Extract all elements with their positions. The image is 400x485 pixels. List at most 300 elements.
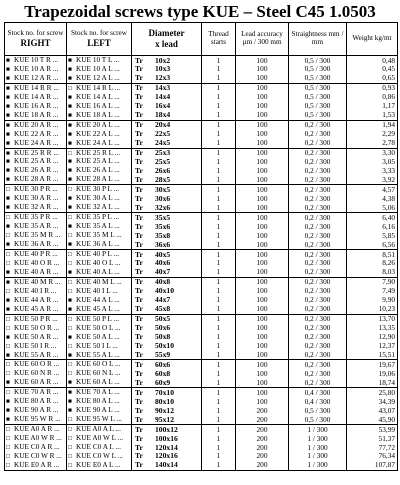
stock-left-cell: □ KUE 40 M L ... bbox=[67, 277, 132, 286]
stock-right-cell: ■ KUE 55 A R ... bbox=[5, 351, 67, 360]
table-row bbox=[5, 185, 398, 194]
stock-right-cell: □ KUE 40 I R ... bbox=[5, 287, 67, 296]
weight-cell: 3,92 bbox=[347, 175, 398, 184]
thread-starts-cell: 1 bbox=[202, 148, 236, 157]
stock-left-cell: □ KUE 50 P L ... bbox=[67, 314, 132, 323]
lead-accuracy-cell: 100 bbox=[236, 213, 289, 222]
stock-left-cell: ■ KUE 60 A L ... bbox=[67, 378, 132, 387]
diameter-cell: Tr 14x3 bbox=[132, 83, 202, 92]
table-row bbox=[5, 259, 398, 268]
stock-marker-icon: ■ bbox=[68, 111, 72, 119]
stock-left-cell: ■ KUE 26 A L ... bbox=[67, 166, 132, 175]
straightness-cell: 0,2 / 300 bbox=[289, 157, 347, 166]
table-row bbox=[5, 166, 398, 175]
diameter-cell: Tr 100x12 bbox=[132, 425, 202, 434]
stock-left-cell: □ KUE 35 M L ... bbox=[67, 231, 132, 240]
diameter-cell: Tr 24x5 bbox=[132, 139, 202, 148]
thread-starts-cell: 1 bbox=[202, 406, 236, 415]
thread-starts-cell: 1 bbox=[202, 231, 236, 240]
diameter-cell: Tr 40x6 bbox=[132, 259, 202, 268]
table-row bbox=[5, 250, 398, 259]
stock-marker-icon: □ bbox=[6, 315, 10, 323]
stock-marker-icon: ■ bbox=[6, 416, 10, 424]
table-row bbox=[5, 74, 398, 83]
stock-right-cell: □ KUE 40 P R ... bbox=[5, 250, 67, 259]
diameter-cell: Tr 120x14 bbox=[132, 443, 202, 452]
stock-marker-icon: □ bbox=[68, 315, 72, 323]
stock-left-cell: □ KUE 25 R L ... bbox=[67, 148, 132, 157]
table-row bbox=[5, 194, 398, 203]
stock-right-cell: ■ KUE 10 T R ... bbox=[5, 56, 67, 65]
table-row bbox=[5, 120, 398, 129]
stock-marker-icon: □ bbox=[68, 435, 72, 443]
stock-marker-icon: □ bbox=[68, 278, 72, 286]
straightness-cell: 0,5 / 300 bbox=[289, 74, 347, 83]
stock-marker-icon: ■ bbox=[6, 204, 10, 212]
straightness-cell: 0,2 / 300 bbox=[289, 222, 347, 231]
lead-accuracy-cell: 100 bbox=[236, 287, 289, 296]
stock-marker-icon: ■ bbox=[68, 407, 72, 415]
thread-starts-cell: 1 bbox=[202, 240, 236, 249]
table-row bbox=[5, 406, 398, 415]
lead-accuracy-cell: 100 bbox=[236, 222, 289, 231]
diameter-cell: Tr 26x6 bbox=[132, 166, 202, 175]
thread-starts-cell: 1 bbox=[202, 130, 236, 139]
diameter-cell: Tr 35x5 bbox=[132, 213, 202, 222]
weight-cell: 0,45 bbox=[347, 65, 398, 74]
lead-accuracy-cell: 100 bbox=[236, 296, 289, 305]
weight-cell: 6,56 bbox=[347, 240, 398, 249]
straightness-cell: 0,4 / 300 bbox=[289, 388, 347, 397]
stock-left-cell: ■ KUE 10 T L ... bbox=[67, 56, 132, 65]
stock-left-cell: ■ KUE 20 A L ... bbox=[67, 120, 132, 129]
diameter-cell: Tr 40x7 bbox=[132, 268, 202, 277]
stock-right-cell: ■ KUE 45 A R ... bbox=[5, 305, 67, 314]
stock-marker-icon: ■ bbox=[6, 167, 10, 175]
lead-accuracy-cell: 100 bbox=[236, 277, 289, 286]
stock-left-cell: ■ KUE 28 A L ... bbox=[67, 175, 132, 184]
straightness-cell: 0,2 / 300 bbox=[289, 130, 347, 139]
straightness-cell: 0,2 / 300 bbox=[289, 277, 347, 286]
stock-right-cell: ■ KUE 20 A R ... bbox=[5, 120, 67, 129]
diameter-cell: Tr 32x6 bbox=[132, 203, 202, 212]
thread-starts-cell: 1 bbox=[202, 93, 236, 102]
diameter-cell: Tr 70x10 bbox=[132, 388, 202, 397]
table-row bbox=[5, 314, 398, 323]
lead-accuracy-cell: 100 bbox=[236, 185, 289, 194]
straightness-cell: 0,4 / 300 bbox=[289, 397, 347, 406]
weight-cell: 51,37 bbox=[347, 434, 398, 443]
lead-accuracy-cell: 100 bbox=[236, 203, 289, 212]
stock-marker-icon: □ bbox=[68, 259, 72, 267]
stock-marker-icon: □ bbox=[6, 452, 10, 460]
table-row bbox=[5, 102, 398, 111]
straightness-cell: 0,2 / 300 bbox=[289, 250, 347, 259]
weight-cell: 6,40 bbox=[347, 213, 398, 222]
diameter-cell: Tr 35x6 bbox=[132, 222, 202, 231]
stock-marker-icon: □ bbox=[6, 214, 10, 222]
lead-accuracy-cell: 100 bbox=[236, 388, 289, 397]
straightness-cell: 0,2 / 300 bbox=[289, 175, 347, 184]
table-row bbox=[5, 268, 398, 277]
table-row bbox=[5, 369, 398, 378]
table-row bbox=[5, 83, 398, 92]
diameter-cell: Tr 10x3 bbox=[132, 65, 202, 74]
stock-right-cell: ■ KUE 25 A R ... bbox=[5, 157, 67, 166]
weight-cell: 3,30 bbox=[347, 148, 398, 157]
header-diameter: Diameter x lead bbox=[132, 23, 202, 56]
lead-accuracy-cell: 200 bbox=[236, 406, 289, 415]
stock-right-cell: ■ KUE 40 M R ... bbox=[5, 277, 67, 286]
stock-right-cell: ■ KUE 14 R R ... bbox=[5, 83, 67, 92]
stock-marker-icon: ■ bbox=[6, 176, 10, 184]
straightness-cell: 1 / 300 bbox=[289, 425, 347, 434]
stock-marker-icon: □ bbox=[68, 324, 72, 332]
table-row bbox=[5, 277, 398, 286]
stock-marker-icon: □ bbox=[68, 370, 72, 378]
diameter-cell: Tr 55x9 bbox=[132, 351, 202, 360]
lead-accuracy-cell: 100 bbox=[236, 83, 289, 92]
diameter-cell: Tr 35x8 bbox=[132, 231, 202, 240]
lead-accuracy-cell: 100 bbox=[236, 369, 289, 378]
stock-marker-icon: □ bbox=[6, 342, 10, 350]
straightness-cell: 0,2 / 300 bbox=[289, 120, 347, 129]
stock-marker-icon: □ bbox=[6, 324, 10, 332]
stock-marker-icon: ■ bbox=[6, 278, 10, 286]
stock-marker-icon: ■ bbox=[68, 65, 72, 73]
diameter-cell: Tr 28x5 bbox=[132, 175, 202, 184]
stock-marker-icon: ■ bbox=[68, 296, 72, 304]
stock-right-cell: ■ KUE 16 A R ... bbox=[5, 102, 67, 111]
table-row bbox=[5, 231, 398, 240]
thread-starts-cell: 1 bbox=[202, 175, 236, 184]
stock-left-cell: □ KUE 50 O L ... bbox=[67, 324, 132, 333]
lead-accuracy-cell: 100 bbox=[236, 139, 289, 148]
thread-starts-cell: 1 bbox=[202, 324, 236, 333]
straightness-cell: 0,5 / 300 bbox=[289, 102, 347, 111]
weight-cell: 4,38 bbox=[347, 194, 398, 203]
stock-right-cell: □ KUE A0 W R ... bbox=[5, 434, 67, 443]
diameter-cell: Tr 50x6 bbox=[132, 324, 202, 333]
lead-accuracy-cell: 100 bbox=[236, 111, 289, 120]
table-row bbox=[5, 378, 398, 387]
diameter-cell: Tr 20x4 bbox=[132, 120, 202, 129]
diameter-cell: Tr 18x4 bbox=[132, 111, 202, 120]
diameter-cell: Tr 22x5 bbox=[132, 130, 202, 139]
lead-accuracy-cell: 200 bbox=[236, 415, 289, 424]
stock-left-cell: □ KUE 40 I L ... bbox=[67, 287, 132, 296]
stock-marker-icon: ■ bbox=[6, 84, 10, 92]
thread-starts-cell: 1 bbox=[202, 287, 236, 296]
stock-right-cell: ■ KUE 35 A R ... bbox=[5, 222, 67, 231]
table-row bbox=[5, 360, 398, 369]
stock-marker-icon: □ bbox=[68, 416, 72, 424]
straightness-cell: 0,2 / 300 bbox=[289, 360, 347, 369]
stock-marker-icon: ■ bbox=[6, 398, 10, 406]
straightness-cell: 1 / 300 bbox=[289, 434, 347, 443]
stock-marker-icon: ■ bbox=[68, 93, 72, 101]
stock-left-cell: ■ KUE 12 A L ... bbox=[67, 74, 132, 83]
weight-cell: 19,06 bbox=[347, 369, 398, 378]
stock-marker-icon: ■ bbox=[6, 111, 10, 119]
stock-marker-icon: ■ bbox=[6, 121, 10, 129]
lead-accuracy-cell: 200 bbox=[236, 434, 289, 443]
straightness-cell: 0,2 / 300 bbox=[289, 194, 347, 203]
diameter-cell: Tr 50x10 bbox=[132, 342, 202, 351]
straightness-cell: 0,2 / 300 bbox=[289, 305, 347, 314]
stock-marker-icon: □ bbox=[68, 444, 72, 452]
weight-cell: 7,49 bbox=[347, 287, 398, 296]
thread-starts-cell: 1 bbox=[202, 74, 236, 83]
thread-starts-cell: 1 bbox=[202, 83, 236, 92]
stock-left-cell: □ KUE 14 R L ... bbox=[67, 83, 132, 92]
diameter-cell: Tr 60x6 bbox=[132, 360, 202, 369]
straightness-cell: 0,2 / 300 bbox=[289, 185, 347, 194]
straightness-cell: 0,2 / 300 bbox=[289, 351, 347, 360]
stock-right-cell: ■ KUE 50 A R ... bbox=[5, 333, 67, 342]
weight-cell: 13,35 bbox=[347, 324, 398, 333]
stock-left-cell: □ KUE 95 W L ... bbox=[67, 415, 132, 424]
weight-cell: 8,26 bbox=[347, 259, 398, 268]
stock-marker-icon: ■ bbox=[68, 167, 72, 175]
thread-starts-cell: 1 bbox=[202, 102, 236, 111]
diameter-cell: Tr 90x12 bbox=[132, 406, 202, 415]
table-row bbox=[5, 139, 398, 148]
stock-marker-icon: □ bbox=[68, 186, 72, 194]
diameter-cell: Tr 40x5 bbox=[132, 250, 202, 259]
stock-right-cell: ■ KUE 26 A R ... bbox=[5, 166, 67, 175]
stock-left-cell: □ KUE C0 W L ... bbox=[67, 452, 132, 461]
stock-marker-icon: □ bbox=[68, 342, 72, 350]
straightness-cell: 0,2 / 300 bbox=[289, 324, 347, 333]
diameter-cell: Tr 36x6 bbox=[132, 240, 202, 249]
stock-marker-icon: □ bbox=[6, 251, 10, 259]
stock-marker-icon: ■ bbox=[68, 121, 72, 129]
stock-left-cell: ■ KUE 24 A L ... bbox=[67, 139, 132, 148]
stock-marker-icon: ■ bbox=[6, 333, 10, 341]
thread-starts-cell: 1 bbox=[202, 277, 236, 286]
stock-marker-icon: ■ bbox=[6, 102, 10, 110]
weight-cell: 12,37 bbox=[347, 342, 398, 351]
stock-left-cell: □ KUE A0 A L ... bbox=[67, 425, 132, 434]
stock-marker-icon: ■ bbox=[68, 176, 72, 184]
lead-accuracy-cell: 100 bbox=[236, 194, 289, 203]
diameter-cell: Tr 100x16 bbox=[132, 434, 202, 443]
lead-accuracy-cell: 100 bbox=[236, 360, 289, 369]
table-row bbox=[5, 203, 398, 212]
weight-cell: 107,87 bbox=[347, 461, 398, 470]
lead-accuracy-cell: 100 bbox=[236, 314, 289, 323]
weight-cell: 3,33 bbox=[347, 166, 398, 175]
weight-cell: 4,57 bbox=[347, 185, 398, 194]
straightness-cell: 0,2 / 300 bbox=[289, 378, 347, 387]
straightness-cell: 1 / 300 bbox=[289, 443, 347, 452]
straightness-cell: 0,5 / 300 bbox=[289, 111, 347, 120]
lead-accuracy-cell: 100 bbox=[236, 240, 289, 249]
stock-right-cell: □ KUE 35 M R ... bbox=[5, 231, 67, 240]
stock-marker-icon: ■ bbox=[68, 57, 72, 64]
lead-accuracy-cell: 100 bbox=[236, 166, 289, 175]
diameter-cell: Tr 120x16 bbox=[132, 452, 202, 461]
stock-right-cell: ■ KUE 60 A R ... bbox=[5, 378, 67, 387]
diameter-cell: Tr 25x5 bbox=[132, 157, 202, 166]
stock-left-cell: □ KUE 50 I L ... bbox=[67, 342, 132, 351]
weight-cell: 76,34 bbox=[347, 452, 398, 461]
stock-marker-icon: ■ bbox=[6, 241, 10, 249]
stock-marker-icon: □ bbox=[6, 370, 10, 378]
weight-cell: 34,39 bbox=[347, 397, 398, 406]
thread-starts-cell: 1 bbox=[202, 250, 236, 259]
weight-cell: 1,53 bbox=[347, 111, 398, 120]
stock-marker-icon: ■ bbox=[6, 93, 10, 101]
stock-marker-icon: ■ bbox=[6, 223, 10, 231]
stock-right-cell: ■ KUE 25 R R ... bbox=[5, 148, 67, 157]
thread-starts-cell: 1 bbox=[202, 268, 236, 277]
straightness-cell: 1 / 300 bbox=[289, 452, 347, 461]
table-row bbox=[5, 333, 398, 342]
stock-left-cell: □ KUE 60 O L ... bbox=[67, 360, 132, 369]
stock-marker-icon: ■ bbox=[6, 379, 10, 387]
straightness-cell: 0,2 / 300 bbox=[289, 342, 347, 351]
stock-right-cell: ■ KUE 40 A R ... bbox=[5, 268, 67, 277]
stock-left-cell: □ KUE E0 A L ... bbox=[67, 461, 132, 470]
stock-right-cell: □ KUE 60 N R ... bbox=[5, 369, 67, 378]
lead-accuracy-cell: 100 bbox=[236, 74, 289, 83]
thread-starts-cell: 1 bbox=[202, 397, 236, 406]
stock-left-cell: ■ KUE 18 A L ... bbox=[67, 111, 132, 120]
stock-left-cell: ■ KUE 30 A L ... bbox=[67, 194, 132, 203]
stock-left-cell: ■ KUE 40 A L ... bbox=[67, 268, 132, 277]
table-row bbox=[5, 65, 398, 74]
weight-cell: 25,80 bbox=[347, 388, 398, 397]
stock-marker-icon: □ bbox=[6, 435, 10, 443]
stock-left-cell: ■ KUE 32 A L ... bbox=[67, 203, 132, 212]
stock-right-cell: ■ KUE 22 A R ... bbox=[5, 130, 67, 139]
stock-marker-icon: □ bbox=[68, 214, 72, 222]
diameter-cell: Tr 30x6 bbox=[132, 194, 202, 203]
stock-right-cell: ■ KUE 44 A R ... bbox=[5, 296, 67, 305]
thread-starts-cell: 1 bbox=[202, 388, 236, 397]
thread-starts-cell: 1 bbox=[202, 443, 236, 452]
diameter-cell: Tr 30x5 bbox=[132, 185, 202, 194]
header-weight: Weight kg/mt bbox=[347, 23, 398, 56]
stock-marker-icon: ■ bbox=[6, 74, 10, 82]
lead-accuracy-cell: 200 bbox=[236, 443, 289, 452]
weight-cell: 53,99 bbox=[347, 425, 398, 434]
stock-left-cell: ■ KUE 55 A L ... bbox=[67, 351, 132, 360]
thread-starts-cell: 1 bbox=[202, 157, 236, 166]
weight-cell: 0,65 bbox=[347, 74, 398, 83]
stock-left-cell: ■ KUE 50 A L ... bbox=[67, 333, 132, 342]
thread-starts-cell: 1 bbox=[202, 461, 236, 470]
thread-starts-cell: 1 bbox=[202, 56, 236, 65]
straightness-cell: 0,5 / 300 bbox=[289, 406, 347, 415]
table-row bbox=[5, 397, 398, 406]
stock-left-cell: □ KUE 60 N L ... bbox=[67, 369, 132, 378]
header-right: Stock no. for screw RIGHT bbox=[5, 23, 67, 56]
table-row bbox=[5, 240, 398, 249]
stock-marker-icon: ■ bbox=[68, 389, 72, 397]
stock-marker-icon: ■ bbox=[6, 139, 10, 147]
thread-starts-cell: 1 bbox=[202, 415, 236, 424]
stock-marker-icon: ■ bbox=[68, 74, 72, 82]
lead-accuracy-cell: 100 bbox=[236, 102, 289, 111]
thread-starts-cell: 1 bbox=[202, 378, 236, 387]
stock-left-cell: ■ KUE 44 A L ... bbox=[67, 296, 132, 305]
stock-marker-icon: ■ bbox=[6, 195, 10, 203]
thread-starts-cell: 1 bbox=[202, 166, 236, 175]
stock-marker-icon: □ bbox=[6, 287, 10, 295]
diameter-cell: Tr 10x2 bbox=[132, 56, 202, 65]
thread-starts-cell: 1 bbox=[202, 65, 236, 74]
stock-marker-icon: □ bbox=[6, 444, 10, 452]
table-row bbox=[5, 213, 398, 222]
stock-right-cell: □ KUE 60 O R ... bbox=[5, 360, 67, 369]
lead-accuracy-cell: 100 bbox=[236, 305, 289, 314]
stock-right-cell: □ KUE 40 O R ... bbox=[5, 259, 67, 268]
straightness-cell: 0,2 / 300 bbox=[289, 296, 347, 305]
stock-right-cell: ■ KUE 12 A R ... bbox=[5, 74, 67, 83]
lead-accuracy-cell: 100 bbox=[236, 231, 289, 240]
straightness-cell: 0,5 / 300 bbox=[289, 56, 347, 65]
straightness-cell: 0,5 / 300 bbox=[289, 415, 347, 424]
table-header bbox=[5, 23, 398, 56]
table-row bbox=[5, 287, 398, 296]
thread-starts-cell: 1 bbox=[202, 369, 236, 378]
header-left: Stock no. for screw LEFT bbox=[67, 23, 132, 56]
stock-left-cell: □ KUE A0 W L ... bbox=[67, 434, 132, 443]
thread-starts-cell: 1 bbox=[202, 213, 236, 222]
stock-marker-icon: □ bbox=[68, 452, 72, 460]
stock-left-cell: □ KUE 30 P L ... bbox=[67, 185, 132, 194]
stock-left-cell: ■ KUE 22 A L ... bbox=[67, 130, 132, 139]
stock-marker-icon: ■ bbox=[6, 407, 10, 415]
stock-marker-icon: ■ bbox=[68, 241, 72, 249]
lead-accuracy-cell: 200 bbox=[236, 461, 289, 470]
stock-right-cell: ■ KUE 30 A R ... bbox=[5, 194, 67, 203]
stock-right-cell: □ KUE C0 A R ... bbox=[5, 443, 67, 452]
stock-right-cell: ■ KUE 24 A R ... bbox=[5, 139, 67, 148]
straightness-cell: 0,2 / 300 bbox=[289, 203, 347, 212]
lead-accuracy-cell: 100 bbox=[236, 175, 289, 184]
table-row bbox=[5, 434, 398, 443]
lead-accuracy-cell: 100 bbox=[236, 120, 289, 129]
lead-accuracy-cell: 100 bbox=[236, 148, 289, 157]
table-row bbox=[5, 425, 398, 434]
stock-right-cell: ■ KUE 36 A R ... bbox=[5, 240, 67, 249]
straightness-cell: 0,2 / 300 bbox=[289, 287, 347, 296]
stock-marker-icon: ■ bbox=[68, 223, 72, 231]
thread-starts-cell: 1 bbox=[202, 222, 236, 231]
stock-marker-icon: ■ bbox=[68, 139, 72, 147]
stock-marker-icon: ■ bbox=[6, 351, 10, 359]
page-title: Trapezoidal screws type KUE – Steel C45 1.0503 bbox=[24, 2, 376, 21]
header-thread-starts: Thread starts bbox=[202, 23, 236, 56]
lead-accuracy-cell: 100 bbox=[236, 157, 289, 166]
thread-starts-cell: 1 bbox=[202, 185, 236, 194]
weight-cell: 13,70 bbox=[347, 314, 398, 323]
table-row bbox=[5, 351, 398, 360]
stock-left-cell: ■ KUE 14 A L ... bbox=[67, 93, 132, 102]
stock-marker-icon: ■ bbox=[68, 158, 72, 166]
header-lead-accuracy: Lead accuracy µm / 300 mm bbox=[236, 23, 289, 56]
stock-marker-icon: □ bbox=[68, 287, 72, 295]
weight-cell: 1,17 bbox=[347, 102, 398, 111]
stock-right-cell: □ KUE E0 A R ... bbox=[5, 461, 67, 470]
thread-starts-cell: 1 bbox=[202, 333, 236, 342]
stock-marker-icon: ■ bbox=[6, 57, 10, 64]
stock-marker-icon: ■ bbox=[6, 65, 10, 73]
